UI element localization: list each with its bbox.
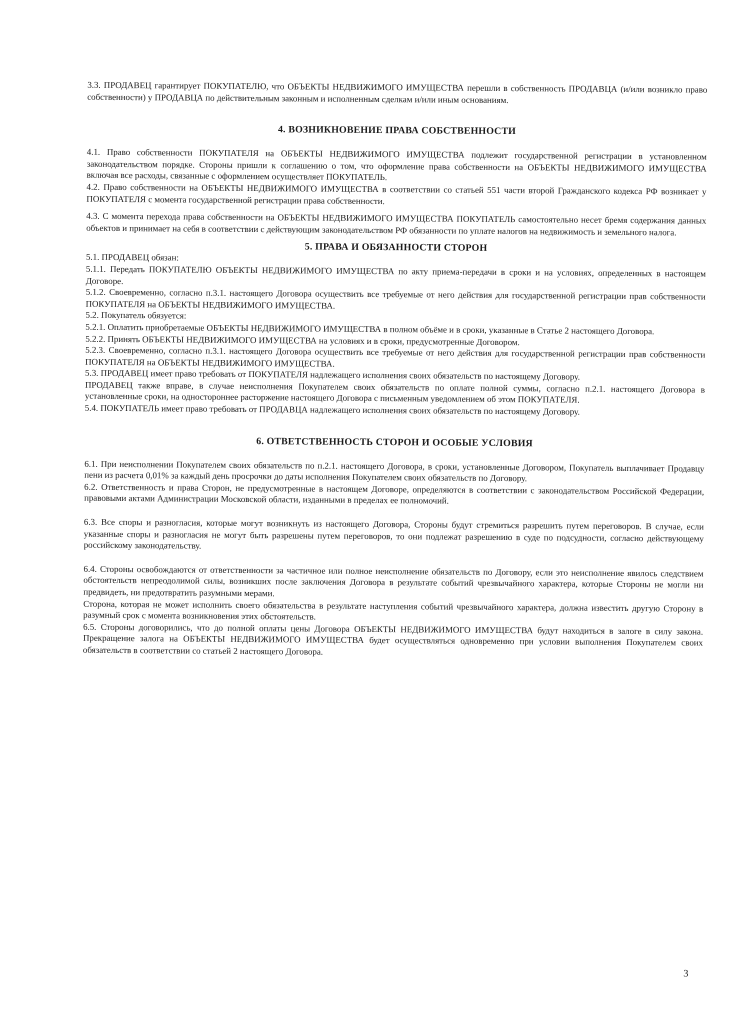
clause-4-2: 4.2. Право собственности на ОБЪЕКТЫ НЕДВИЖИМОГО ИМУЩЕСТВА в соответствии со статьей 551 части второй Гражданского кодекса РФ возникает у ПОКУПАТЕЛЯ с момента государственной регистрации права собственности.	[86, 181, 707, 206]
clause-5-2-2: 5.2.2. Принять ОБЪЕКТЫ НЕДВИЖИМОГО ИМУЩЕСТВА на условиях и в сроки, предусмотренные Договором.	[85, 333, 520, 347]
clause-5-2-3: 5.2.3. Своевременно, согласно п.3.1. настоящего Договора осуществить все требуемые от него действия для государственной регистрации прав собственности ПОКУПАТЕЛЯ на ОБЪЕКТЫ НЕДВИЖИМОГО ИМУЩЕСТВА.	[85, 344, 706, 369]
clause-5-2: 5.2. Покупатель обязуется:	[85, 310, 187, 321]
clause-5-3: 5.3. ПРОДАВЕЦ имеет право требовать от ПОКУПАТЕЛЯ надлежащего исполнения своих обязательств по настоящему Договору.	[85, 368, 580, 382]
clause-5-1-2: 5.1.2. Своевременно, согласно п.3.1. настоящего Договора осуществить все требуемые от него действия для государственной регистрации прав собственности ПОКУПАТЕЛЯ на ОБЪЕКТЫ НЕДВИЖИМОГО ИМУЩЕСТВА.	[85, 286, 706, 311]
clause-6-1: 6.1. При неисполнении Покупателем своих обязательств по п.2.1. настоящего Договора, в сроки, установленные Договором, Покупатель выплачивает Продавцу пени из расчета 0,01% за каждый день просрочки до даты исполнения Покупателем своих обязательств по Договору.	[84, 458, 705, 484]
section-3-continued	[87, 80, 707, 108]
clause-6-3: 6.3. Все споры и разногласия, которые могут возникнуть из настоящего Договора, Стороны будут стремиться разрешить путем переговоров. В случае, если указанные споры и разногласия не могут быть разрешены путем переговоров, то они подлежат разрешению в суде по подсудности, согласно действующему российскому законодательству.	[83, 516, 704, 551]
page-number: 3	[683, 968, 689, 980]
clause-6-2: 6.2. Ответственность и права Сторон, не предусмотренные в настоящем Договоре, определяются в соответствии с законодательством Российской Федерации, правовыми актами Администрации Московской области, изданными в пределах ее полномочий.	[84, 481, 705, 507]
clause-6-4-continued: Сторона, которая не может исполнить своего обязательства в результате наступления событий чрезвычайного характера, должна известить другую Сторону в разумный срок с момента возникновения этих обстоятельств.	[83, 598, 704, 622]
section-5	[85, 240, 706, 419]
clause-4-3: 4.3. С момента перехода права собственности на ОБЪЕКТЫ НЕДВИЖИМОГО ИМУЩЕСТВА ПОКУПАТЕЛЬ самостоятельно несет бремя содержания данных объектов и принимает на себя в соответствии с действующим законодательством РФ обязанности по уплате налогов на недвижимость и земельного налога.	[86, 210, 707, 238]
clause-3-3: 3.3. ПРОДАВЕЦ гарантирует ПОКУПАТЕЛЮ, что ОБЪЕКТЫ НЕДВИЖИМОГО ИМУЩЕСТВА перешли в собственность ПРОДАВЦА (и/или возникло право собственности) у ПРОДАВЦА по действительным законным и исполненным сделкам и/или иным основаниям.	[87, 79, 708, 105]
clause-4-1: 4.1. Право собственности ПОКУПАТЕЛЯ на ОБЪЕКТЫ НЕДВИЖИМОГО ИМУЩЕСТВА подлежит государственной регистрации в установленном законодательством порядке. Стороны пришли к соглашению о том, что оформление права собственности на ОБЪЕКТЫ НЕДВИЖИМОГО ИМУЩЕСТВА включая все расходы, связанные с оформлением осуществляет ПОКУПАТЕЛЬ.	[86, 146, 707, 183]
clause-6-5: 6.5. Стороны договорились, что до полной оплаты цены Договора ОБЪЕКТЫ НЕДВИЖИМОГО ИМУЩЕСТВА будут находиться в залоге в силу закона. Прекращение залога на ОБЪЕКТЫ НЕДВИЖИМОГО ИМУЩЕСТВА будет осуществляться одновременно при условии выполнения Покупателем своих обязательств в соответствии со статьей 2 настоящего Договора.	[82, 621, 704, 657]
section-4	[86, 123, 707, 239]
section-4-heading: 4. ВОЗНИКНОВЕНИЕ ПРАВА СОБСТВЕННОСТИ	[277, 124, 517, 138]
section-6-heading: 6. ОТВЕТСТВЕННОСТЬ СТОРОН И ОСОБЫЕ УСЛОВИЯ	[256, 435, 533, 449]
clause-5-4: 5.4. ПОКУПАТЕЛЬ имеет право требовать от ПРОДАВЦА надлежащего исполнения своих обязательств по настоящему Договору.	[84, 402, 580, 417]
clause-5-1-1: 5.1.1. Передать ПОКУПАТЕЛЮ ОБЪЕКТЫ НЕДВИЖИМОГО ИМУЩЕСТВА по акту приема-передачи в сроки и на условиях, определенных в настоящем Договоре.	[85, 263, 706, 286]
clause-6-4: 6.4. Стороны освобождаются от ответственности за частичное или полное неисполнение обязательств по Договору, если это неисполнение явилось следствием обстоятельств непреодолимой силы, возникших после заключения Договора в результате событий чрезвычайного характера, которые Стороны не могли ни предвидеть, ни предотвратить разумными мерами.	[83, 563, 704, 599]
clause-5-1: 5.1. ПРОДАВЕЦ обязан:	[85, 252, 179, 263]
section-6	[83, 434, 705, 661]
clause-5-2-1: 5.2.1. Оплатить приобретаемые ОБЪЕКТЫ НЕДВИЖИМОГО ИМУЩЕСТВА в полном объёме и в сроки, указанные в Статье 2 настоящего Договора.	[85, 321, 655, 337]
clause-5-3-continued: ПРОДАВЕЦ также вправе, в случае неисполнения Покупателем своих обязательств по оплате полной суммы, согласно п.2.1. настоящего Договора в установленные сроки, на одностороннее расторжение настоящего Договора с письменным уведомлением об этом ПОКУПАТЕЛЯ.	[84, 379, 706, 406]
section-5-heading: 5. ПРАВА И ОБЯЗАННОСТИ СТОРОН	[304, 241, 488, 255]
